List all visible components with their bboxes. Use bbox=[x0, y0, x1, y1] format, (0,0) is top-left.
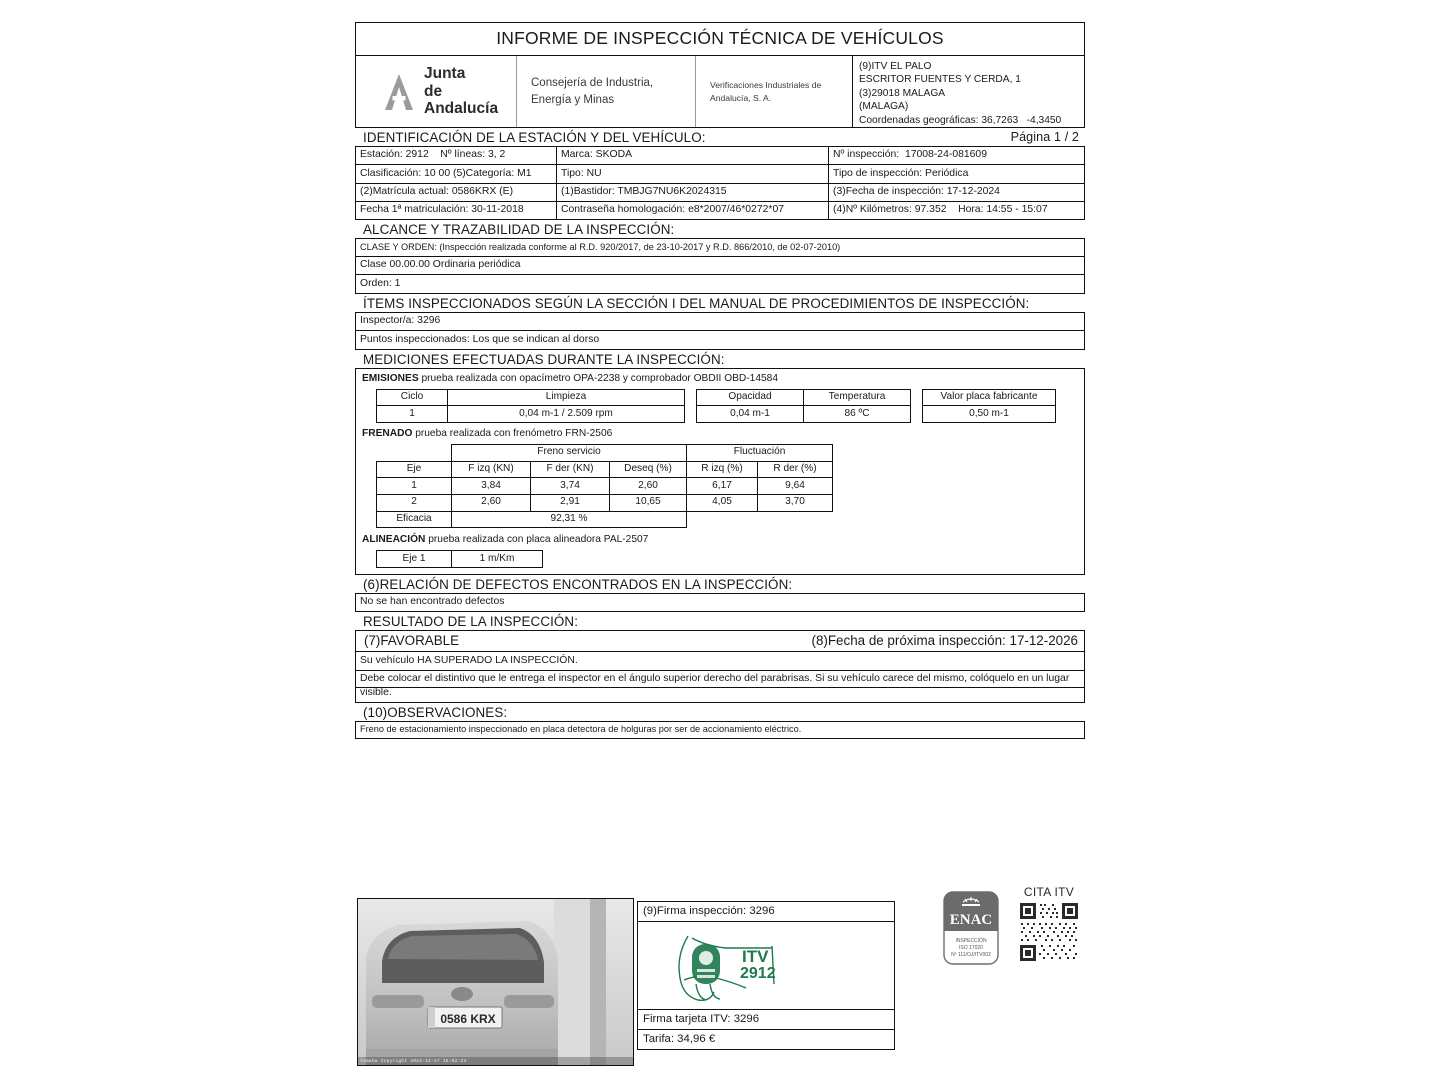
identification-heading-row bbox=[355, 128, 1085, 146]
id-homologation: Contraseña homologación: e8*2007/46*0272*07 bbox=[561, 204, 784, 216]
emissions-value-temperatura: 86 ºC bbox=[804, 406, 911, 423]
inspector-signature-and-stamp-icon bbox=[662, 926, 832, 1006]
signature-inspection-label: (9)Firma inspección: 3296 bbox=[637, 901, 895, 922]
table-row bbox=[377, 478, 833, 495]
braking-row1-fizq: 3,84 bbox=[452, 478, 531, 495]
braking-header-deseq: Deseq (%) bbox=[610, 461, 687, 478]
braking-label bbox=[362, 428, 1084, 441]
measurements-heading: MEDICIONES EFECTUADAS DURANTE LA INSPECCIÓN: bbox=[363, 351, 725, 367]
defects-text: No se han encontrado defectos bbox=[355, 593, 1085, 613]
identification-table bbox=[355, 146, 1085, 220]
station-coordinates: Coordenadas geográficas: 36,7263 -4,3450 bbox=[859, 114, 1062, 126]
result-box bbox=[355, 630, 1085, 652]
emissions-tables bbox=[376, 389, 1084, 423]
emissions-cycle-table bbox=[376, 389, 685, 423]
identification-column-vehicle bbox=[556, 147, 828, 219]
braking-row1-rizq: 6,17 bbox=[687, 478, 758, 495]
braking-row2-rizq: 4,05 bbox=[687, 494, 758, 511]
braking-label-bold: FRENADO bbox=[362, 428, 413, 440]
braking-row2-eje: 2 bbox=[377, 494, 452, 511]
footer-area bbox=[357, 885, 1087, 1070]
identification-heading: IDENTIFICACIÓN DE LA ESTACIÓN Y DEL VEHÍCULO: bbox=[363, 130, 706, 145]
consejeria-line-1: Consejería de Industria, bbox=[531, 76, 654, 89]
id-odometer: (4)Nº Kilómetros: 97.352 Hora: 14:55 - 15:07 bbox=[833, 204, 1048, 216]
braking-efficiency-value: 92,31 % bbox=[452, 511, 687, 528]
vehicle-photo bbox=[357, 898, 634, 1066]
id-inspection-number: Nº inspección: 17008-24-081609 bbox=[829, 147, 1084, 165]
braking-header-rder: R der (%) bbox=[758, 461, 833, 478]
emissions-header-temperatura: Temperatura bbox=[804, 389, 911, 406]
braking-label-rest: prueba realizada con frenómetro FRN-2506 bbox=[412, 428, 613, 440]
braking-header-rizq: R izq (%) bbox=[687, 461, 758, 478]
table-row bbox=[377, 511, 833, 528]
alignment-table bbox=[376, 550, 543, 568]
cita-itv-qr-block[interactable] bbox=[1015, 885, 1083, 968]
station-name: (9)ITV EL PALO bbox=[859, 61, 932, 72]
result-verdict-row bbox=[356, 631, 1084, 651]
emissions-value-limpieza: 0,04 m-1 / 2.509 rpm bbox=[448, 406, 685, 423]
braking-group-service: Freno servicio bbox=[452, 444, 687, 461]
scope-clase-orden: CLASE Y ORDEN: (Inspección realizada conforme al R.D. 920/2017, de 23-10-2017 y R.D. 866/2010, de 02-07-2010) bbox=[355, 238, 1085, 256]
emissions-label bbox=[362, 373, 1084, 386]
braking-row1-eje: 1 bbox=[377, 478, 452, 495]
verificaciones-line-1: Verificaciones Industriales de bbox=[710, 80, 822, 91]
itv-report-page bbox=[355, 22, 1085, 739]
junta-line-1: Junta bbox=[424, 65, 466, 83]
page-title: INFORME DE INSPECCIÓN TÉCNICA DE VEHÍCULOS bbox=[496, 28, 944, 48]
alignment-label-rest: prueba realizada con placa alineadora PAL-2507 bbox=[425, 534, 649, 546]
station-province: (MALAGA) bbox=[859, 101, 909, 113]
braking-row2-deseq: 10,65 bbox=[610, 494, 687, 511]
enac-name: ENAC bbox=[949, 912, 993, 928]
result-passed-text: Su vehículo HA SUPERADO LA INSPECCIÓN. bbox=[355, 652, 1085, 671]
braking-row2-rder: 3,70 bbox=[758, 494, 833, 511]
signature-card-label: Firma tarjeta ITV: 3296 bbox=[637, 1010, 895, 1030]
braking-table-wrap bbox=[376, 444, 1084, 528]
result-instruction-line-2: visible. bbox=[355, 688, 1085, 703]
emissions-header-opacidad: Opacidad bbox=[697, 389, 804, 406]
braking-row2-fizq: 2,60 bbox=[452, 494, 531, 511]
table-row bbox=[377, 551, 543, 568]
scope-heading: ALCANCE Y TRAZABILIDAD DE LA INSPECCIÓN: bbox=[363, 222, 675, 238]
alignment-label-bold: ALINEACIÓN bbox=[362, 534, 426, 546]
junta-wordmark bbox=[424, 65, 516, 117]
emissions-value-opacidad: 0,04 m-1 bbox=[697, 406, 804, 423]
items-heading: ÍTEMS INSPECCIONADOS SEGÚN LA SECCIÓN I DEL MANUAL DE PROCEDIMIENTOS DE INSPECCIÓN: bbox=[363, 295, 1030, 311]
id-station: Estación: 2912 Nº líneas: 3, 2 bbox=[356, 147, 556, 165]
letterhead bbox=[355, 56, 1085, 128]
emissions-label-bold: EMISIONES bbox=[362, 372, 419, 384]
braking-row1-rder: 9,64 bbox=[758, 478, 833, 495]
id-type: Tipo: NU bbox=[557, 165, 828, 183]
signature-canvas bbox=[637, 922, 895, 1010]
observations-heading: (10)OBSERVACIONES: bbox=[363, 704, 508, 720]
emissions-header-valor-placa: Valor placa fabricante bbox=[923, 389, 1056, 406]
emissions-label-rest: prueba realizada con opacímetro OPA-2238 y comprobador OBDII OBD-14584 bbox=[418, 372, 779, 384]
junta-logo bbox=[356, 56, 516, 127]
scope-orden: Orden: 1 bbox=[355, 275, 1085, 294]
braking-efficiency-label: Eficacia bbox=[377, 511, 452, 528]
alignment-axle-value: 1 m/Km bbox=[452, 551, 543, 568]
identification-column-station bbox=[356, 147, 556, 219]
id-first-registration: Fecha 1ª matriculación: 30-11-2018 bbox=[360, 204, 524, 216]
junta-andalucia-emblem-icon bbox=[382, 72, 416, 112]
id-inspection-date: (3)Fecha de inspección: 17-12-2024 bbox=[829, 184, 1084, 202]
braking-row2-fder: 2,91 bbox=[531, 494, 610, 511]
junta-line-2: de Andalucía bbox=[424, 82, 499, 118]
station-street: ESCRITOR FUENTES Y CERDA, 1 bbox=[859, 74, 1021, 86]
enac-sub-line-2: ISO 17020 bbox=[959, 945, 983, 951]
emissions-plate-table bbox=[922, 389, 1056, 423]
measurements-box bbox=[355, 368, 1085, 575]
braking-header-eje: Eje bbox=[377, 461, 452, 478]
id-make: Marca: SKODA bbox=[557, 147, 828, 165]
emissions-value-valor-placa: 0,50 m-1 bbox=[923, 406, 1056, 423]
qr-code-icon[interactable] bbox=[1018, 901, 1080, 963]
result-next-date: (8)Fecha de próxima inspección: 17-12-2026 bbox=[811, 633, 1078, 649]
svg-text:0586 KRX: 0586 KRX bbox=[440, 1012, 496, 1026]
braking-row1-deseq: 2,60 bbox=[610, 478, 687, 495]
items-points: Puntos inspeccionados: Los que se indican al dorso bbox=[355, 331, 1085, 350]
id-classification: Clasificación: 10 00 (5)Categoría: M1 bbox=[356, 165, 556, 183]
table-row bbox=[377, 494, 833, 511]
id-vin: (1)Bastidor: TMBJG7NU6K2024315 bbox=[557, 184, 828, 202]
emissions-header-ciclo: Ciclo bbox=[377, 389, 448, 406]
braking-table bbox=[376, 444, 833, 528]
result-verdict: (7)FAVORABLE bbox=[364, 633, 460, 649]
stamp-itv-number: 2912 bbox=[740, 965, 776, 982]
braking-row1-fder: 3,74 bbox=[531, 478, 610, 495]
id-plate: (2)Matrícula actual: 0586KRX (E) bbox=[356, 184, 556, 202]
page-indicator: Página 1 / 2 bbox=[1010, 130, 1079, 144]
enac-sub-line-1: INSPECCIÓN bbox=[955, 938, 987, 944]
enac-accreditation-icon bbox=[943, 891, 999, 965]
photo-timestamp-overlay: Yamaha Copyright 2024-12-17 15:02:24 bbox=[360, 1059, 467, 1064]
consejeria-block bbox=[516, 56, 695, 127]
document-title-box bbox=[355, 22, 1085, 56]
station-postal-city: (3)29018 MALAGA bbox=[859, 87, 946, 99]
braking-header-fizq: F izq (KN) bbox=[452, 461, 531, 478]
enac-logo bbox=[940, 891, 1002, 970]
emissions-value-ciclo: 1 bbox=[377, 406, 448, 423]
defects-heading: (6)RELACIÓN DE DEFECTOS ENCONTRADOS EN LA INSPECCIÓN: bbox=[363, 576, 793, 592]
alignment-label bbox=[362, 534, 1084, 547]
result-instruction-line-1: Debe colocar el distintivo que le entrega el inspector en el ángulo superior derecho del parabrisas. Si su vehículo carece del mismo, colóquelo en un lugar bbox=[355, 671, 1085, 688]
alignment-table-wrap bbox=[376, 550, 1084, 568]
station-address-block bbox=[852, 56, 1084, 127]
braking-header-fder: F der (KN) bbox=[531, 461, 610, 478]
result-heading: RESULTADO DE LA INSPECCIÓN: bbox=[363, 614, 579, 630]
alignment-axle-label: Eje 1 bbox=[377, 551, 452, 568]
observations-text: Freno de estacionamiento inspeccionado en placa detectora de holguras por ser de accionamiento eléctrico. bbox=[355, 721, 1085, 739]
enac-sub-line-3: Nº 111/OJ/ITV002 bbox=[951, 952, 991, 958]
signature-block bbox=[637, 901, 895, 1050]
stamp-itv-text: ITV bbox=[742, 947, 769, 966]
id-inspection-type: Tipo de inspección: Periódica bbox=[829, 165, 1084, 183]
identification-column-inspection bbox=[828, 147, 1084, 219]
qr-label: CITA ITV bbox=[1023, 885, 1075, 899]
emissions-header-limpieza: Limpieza bbox=[448, 389, 685, 406]
vehicle-rear-photo-image bbox=[358, 899, 633, 1065]
tariff-label: Tarifa: 34,96 € bbox=[637, 1030, 895, 1050]
emissions-opacity-table bbox=[696, 389, 911, 423]
scope-clase: Clase 00.00.00 Ordinaria periódica bbox=[355, 257, 1085, 276]
verificaciones-block bbox=[695, 56, 852, 127]
braking-group-fluctuation: Fluctuación bbox=[687, 444, 833, 461]
verificaciones-line-2: Andalucía, S. A. bbox=[710, 92, 772, 103]
consejeria-line-2: Energía y Minas bbox=[531, 93, 615, 106]
items-inspector: Inspector/a: 3296 bbox=[355, 312, 1085, 332]
